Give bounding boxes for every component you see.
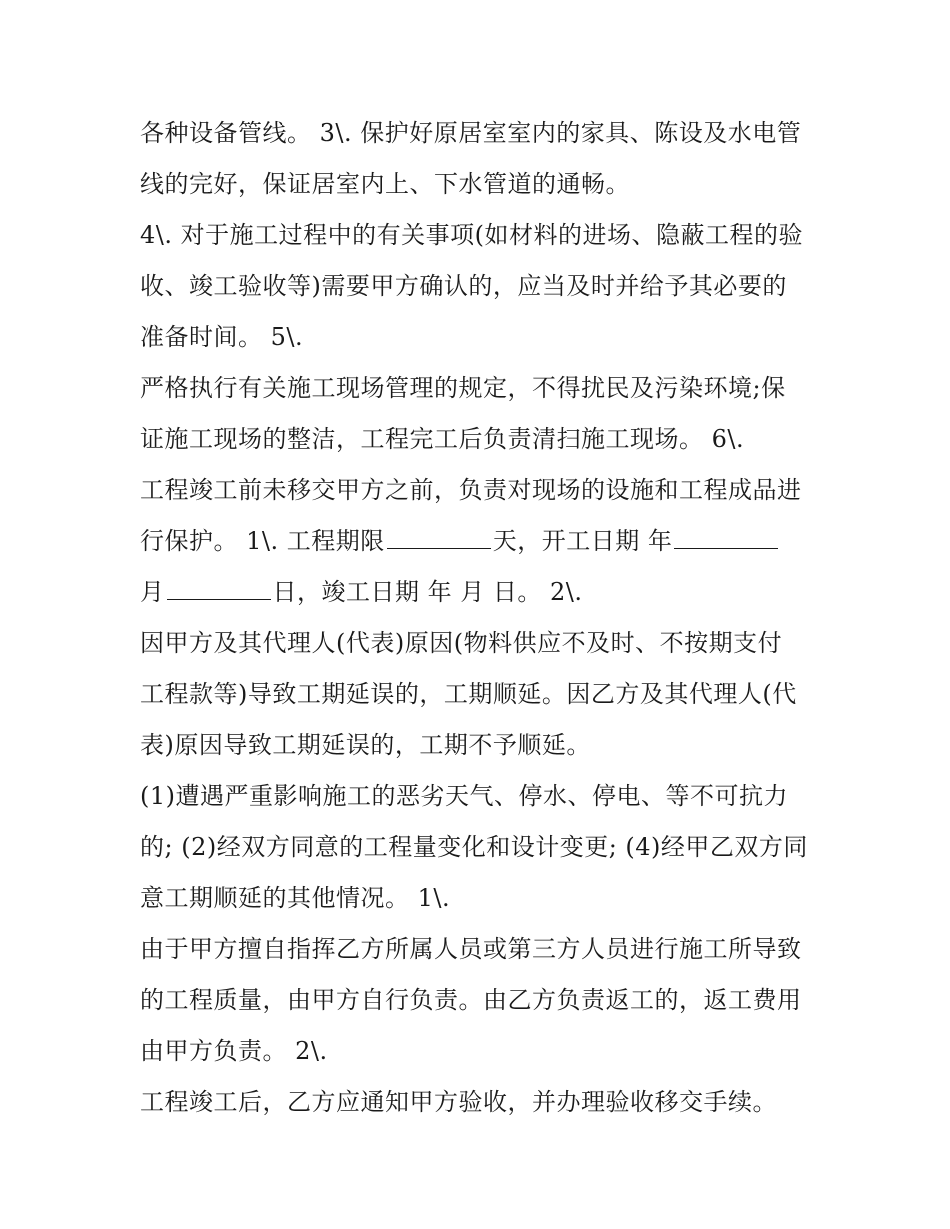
text-line: 的工程质量，由甲方自行负责。由乙方负责返工的，返工费用	[140, 986, 802, 1014]
fill-in-blank	[387, 526, 491, 549]
text-line: 线的完好，保证居室内上、下水管道的通畅。	[140, 170, 630, 198]
text-line: 表)原因导致工期延误的，工期不予顺延。	[140, 731, 591, 759]
text-segment: 天，开工日期 年	[492, 527, 673, 555]
fill-in-blank	[674, 526, 778, 549]
text-line: 的; (2)经双方同意的工程量变化和设计变更; (4)经甲乙双方同	[140, 833, 808, 861]
text-segment: 月	[140, 578, 165, 606]
text-line: 因甲方及其代理人(代表)原因(物料供应不及时、不按期支付	[140, 629, 783, 657]
text-line: 证施工现场的整洁，工程完工后负责清扫施工现场。 6\.	[140, 425, 745, 453]
text-line: 4\. 对于施工过程中的有关事项(如材料的进场、隐蔽工程的验	[140, 221, 803, 249]
text-line: 严格执行有关施工现场管理的规定，不得扰民及污染环境;保	[140, 374, 786, 402]
text-line: 工程竣工前未移交甲方之前，负责对现场的设施和工程成品进	[140, 476, 802, 504]
text-segment: 行保护。 1\. 工程期限	[140, 527, 385, 555]
fill-in-blank	[167, 577, 271, 600]
text-line: 由于甲方擅自指挥乙方所属人员或第三方人员进行施工所导致	[140, 935, 802, 963]
contract-body-text	[140, 108, 830, 1128]
text-line: (1)遭遇严重影响施工的恶劣天气、停水、停电、等不可抗力	[140, 782, 788, 810]
text-line-with-blanks	[140, 567, 830, 618]
text-line: 工程竣工后，乙方应通知甲方验收，并办理验收移交手续。	[140, 1088, 777, 1116]
text-line: 工程款等)导致工期延误的，工期顺延。因乙方及其代理人(代	[140, 680, 797, 708]
text-line: 收、竣工验收等)需要甲方确认的，应当及时并给予其必要的	[140, 272, 787, 300]
text-line: 准备时间。 5\.	[140, 323, 304, 351]
text-line-with-blanks	[140, 516, 830, 567]
text-line: 由甲方负责。 2\.	[140, 1037, 328, 1065]
text-line: 各种设备管线。 3\. 保护好原居室室内的家具、陈设及水电管	[140, 119, 802, 147]
text-segment: 日，竣工日期 年 月 日。 2\.	[272, 578, 583, 606]
text-line: 意工期顺延的其他情况。 1\.	[140, 884, 451, 912]
